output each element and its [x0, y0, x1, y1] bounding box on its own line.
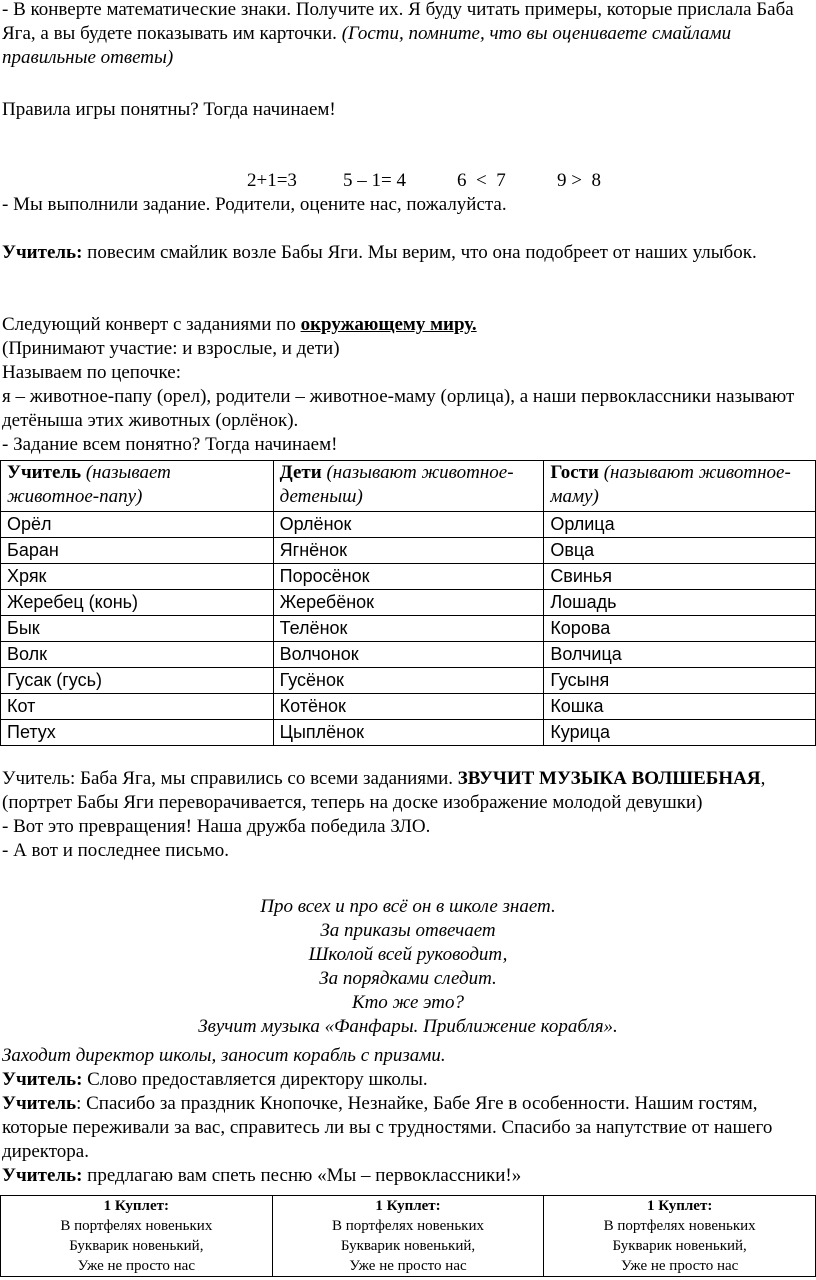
- table-row: Орёл Орлёнок Орлица: [1, 512, 816, 538]
- poem-line: Школой всей руководит,: [308, 944, 508, 965]
- riddle-poem: [2, 895, 814, 1039]
- example-2: 5 – 1= 4: [343, 170, 406, 191]
- intro-note: (Гости, помните, что вы оцениваете смайлами правильные ответы): [2, 23, 732, 68]
- table-row: Петух Цыплёнок Курица: [1, 720, 816, 746]
- song-verse-cell: 1 Куплет: В портфелях новеньких Букварик новенький, Уже не просто нас: [1, 1196, 273, 1277]
- song-table: [0, 1195, 816, 1277]
- table-row: Бык Телёнок Корова: [1, 616, 816, 642]
- teacher-text: повесим смайлик возле Бабы Яги. Мы верим, что она подобреет от наших улыбок.: [82, 242, 757, 263]
- header-teacher: Учитель (называет животное-папу): [1, 461, 274, 512]
- world-explain: я – животное-папу (орел), родители – животное-маму (орлица), а наши первоклассники называют детёныша этих животных (орлёнок).: [2, 386, 795, 431]
- rules-line: [2, 98, 814, 122]
- poem-line: Звучит музыка «Фанфары. Приближение корабля».: [198, 1016, 618, 1037]
- intro-text: - В конверте математические знаки. Получите их. Я буду читать примеры, которые прислала Баба Яга, а вы будете показывать им карточки.: [2, 0, 794, 44]
- table-header-row: [1, 461, 816, 512]
- done-text: - Мы выполнили задание. Родители, оцените нас, пожалуйста.: [2, 194, 507, 215]
- closing-section: [2, 1044, 814, 1188]
- song-verse-cell: 1 Куплет: В портфелях новеньких Букварик новенький, Уже не просто нас: [272, 1196, 544, 1277]
- teacher-text: предлагаю вам спеть песню «Мы – первоклассники!»: [82, 1165, 522, 1186]
- music-cue: ЗВУЧИТ МУЗЫКА ВОЛШЕБНАЯ: [457, 768, 761, 789]
- table-row: Кот Котёнок Кошка: [1, 694, 816, 720]
- world-go: - Задание всем понятно? Тогда начинаем!: [2, 434, 338, 455]
- after-note: , (портрет Бабы Яги переворачивается, теперь на доске изображение молодой девушки): [2, 768, 766, 813]
- animals-table: [0, 460, 816, 746]
- teacher-text: Слово предоставляется директору школы.: [82, 1069, 428, 1090]
- poem-line: За приказы отвечает: [320, 920, 496, 941]
- done-line: [2, 193, 814, 217]
- table-row: [1, 1196, 816, 1277]
- teacher-label: Учитель:: [2, 242, 83, 263]
- table-row: Волк Волчонок Волчица: [1, 642, 816, 668]
- teacher-text: : Спасибо за праздник Кнопочке, Незнайке, Бабе Яге в особенности. Нашим гостям, которые переживали за вас, справитесь ли вы с трудностями. Спасибо за напутствие от нашего директора.: [2, 1093, 773, 1162]
- table-row: Хряк Поросёнок Свинья: [1, 564, 816, 590]
- poem-line: За порядками следит.: [319, 968, 497, 989]
- transform-line: - Вот это превращения! Наша дружба победила ЗЛО.: [2, 816, 431, 837]
- poem-line: Про всех и про всё он в школе знает.: [260, 896, 556, 917]
- example-1: 2+1=3: [247, 170, 297, 191]
- intro-paragraph: [2, 0, 814, 70]
- example-3: 6 < 7: [457, 170, 506, 191]
- teacher-label: Учитель: [2, 1093, 77, 1114]
- poem-line: Кто же это?: [351, 992, 465, 1013]
- example-4: 9 > 8: [557, 170, 601, 191]
- world-participants: (Принимают участие: и взрослые, и дети): [2, 338, 340, 359]
- header-children: Дети (называют животное- детеныш): [273, 461, 544, 512]
- after-text: Учитель: Баба Яга, мы справились со всеми заданиями.: [2, 768, 458, 789]
- song-verse-cell: 1 Куплет: В портфелях новеньких Букварик новенький, Уже не просто нас: [544, 1196, 816, 1277]
- table-row: Жеребец (конь) Жеребёнок Лошадь: [1, 590, 816, 616]
- world-chain: Называем по цепочке:: [2, 362, 182, 383]
- teacher-smile-paragraph: [2, 241, 814, 265]
- teacher-label: Учитель:: [2, 1069, 83, 1090]
- table-row: Баран Ягнёнок Овца: [1, 538, 816, 564]
- after-section: [2, 767, 814, 863]
- world-subject: окружающему миру.: [300, 314, 477, 335]
- director-note: Заходит директор школы, заносит корабль с призами.: [2, 1045, 446, 1066]
- teacher-label: Учитель:: [2, 1165, 83, 1186]
- header-guests: Гости (называют животное- маму): [544, 461, 816, 512]
- rules-text: Правила игры понятны? Тогда начинаем!: [2, 99, 336, 120]
- world-section: [2, 313, 814, 457]
- world-lead: Следующий конверт с заданиями по: [2, 314, 301, 335]
- last-letter-line: - А вот и последнее письмо.: [2, 840, 230, 861]
- table-row: Гусак (гусь) Гусёнок Гусыня: [1, 668, 816, 694]
